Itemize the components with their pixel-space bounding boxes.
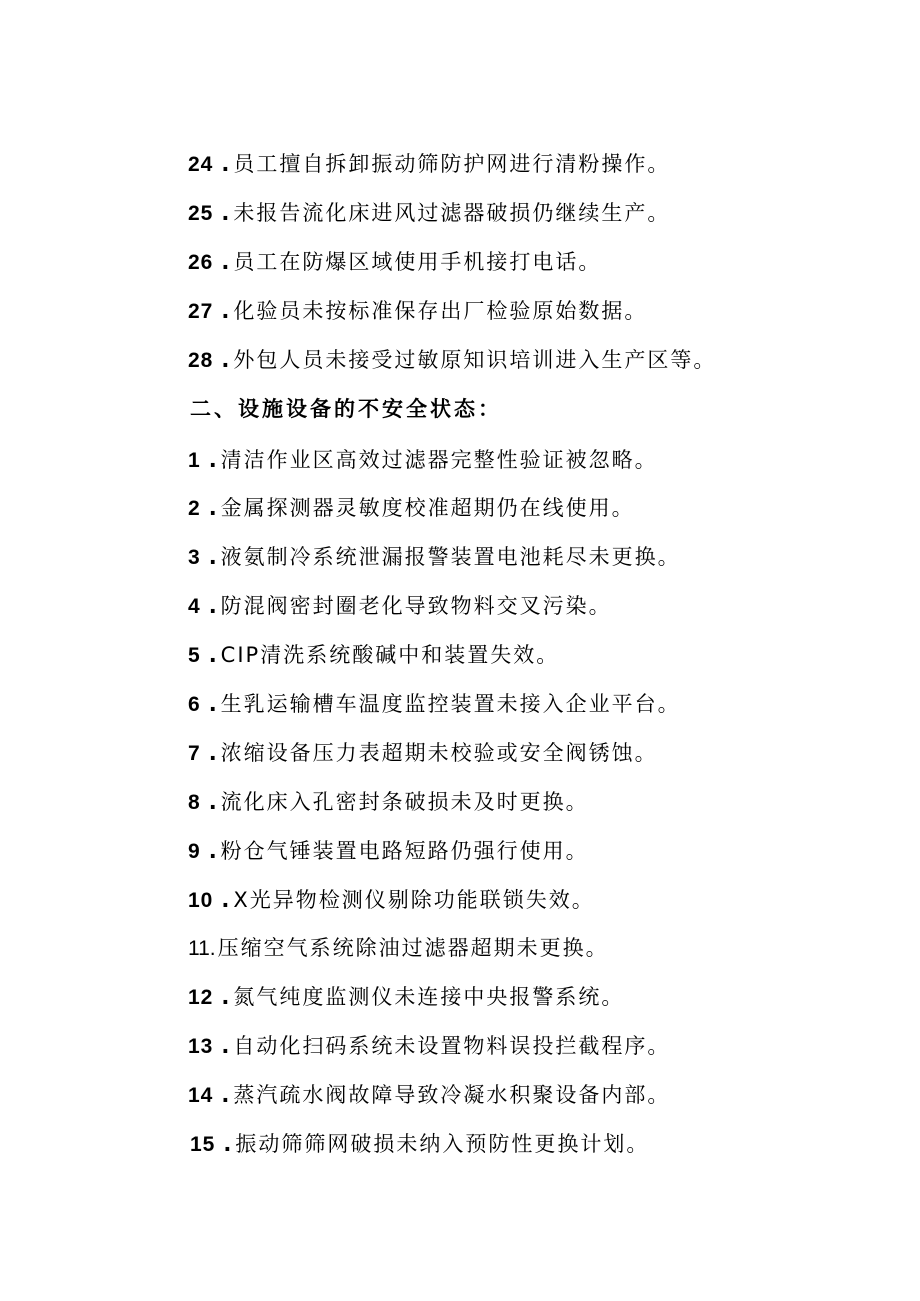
item-text: 粉仓气锤装置电路短路仍强行使用。 bbox=[220, 839, 589, 863]
list-item bbox=[190, 1126, 649, 1162]
list-item bbox=[188, 490, 635, 526]
item-number: 10 bbox=[188, 889, 214, 912]
item-text: 清洁作业区高效过滤器完整性验证被忽略。 bbox=[220, 448, 658, 472]
item-separator: . bbox=[221, 152, 232, 176]
item-number: 14 bbox=[188, 1084, 214, 1107]
item-text: 压缩空气系统除油过滤器超期未更换。 bbox=[217, 936, 609, 960]
item-text: 化验员未按标准保存出厂检验原始数据。 bbox=[233, 299, 648, 323]
item-text: 生乳运输槽车温度监控装置未接入企业平台。 bbox=[220, 692, 681, 716]
item-number: 25 bbox=[188, 202, 214, 225]
item-text: 防混阀密封圈老化导致物料交叉污染。 bbox=[220, 594, 612, 618]
item-separator: . bbox=[208, 790, 219, 814]
list-item bbox=[188, 735, 658, 771]
item-text: 氮气纯度监测仪未连接中央报警系统。 bbox=[233, 985, 625, 1009]
item-separator: . bbox=[221, 348, 232, 372]
list-item bbox=[188, 1028, 670, 1064]
item-number: 5 bbox=[188, 644, 201, 667]
item-number: 1 bbox=[188, 449, 201, 472]
item-separator: . bbox=[208, 594, 219, 618]
item-number: 13 bbox=[188, 1035, 214, 1058]
list-item bbox=[188, 882, 595, 918]
item-text: 蒸汽疏水阀故障导致冷凝水积聚设备内部。 bbox=[233, 1083, 671, 1107]
item-separator: . bbox=[221, 1083, 232, 1107]
list-item bbox=[188, 784, 589, 820]
item-number: 27 bbox=[188, 300, 214, 323]
item-separator: . bbox=[208, 839, 219, 863]
list-item bbox=[188, 442, 658, 478]
item-number: 3 bbox=[188, 546, 201, 569]
item-text: X光异物检测仪剔除功能联锁失效。 bbox=[233, 888, 595, 912]
list-item bbox=[188, 833, 589, 869]
item-text: 振动筛筛网破损未纳入预防性更换计划。 bbox=[235, 1132, 650, 1156]
item-separator: . bbox=[221, 201, 232, 225]
item-number: 26 bbox=[188, 251, 214, 274]
list-item bbox=[188, 342, 716, 378]
item-number: 11. bbox=[188, 937, 216, 960]
list-item bbox=[188, 293, 647, 329]
item-separator: . bbox=[208, 545, 219, 569]
list-item bbox=[188, 588, 612, 624]
item-number: 8 bbox=[188, 791, 201, 814]
item-number: 24 bbox=[188, 153, 214, 176]
item-number: 15 bbox=[190, 1133, 216, 1156]
item-text: CIP清洗系统酸碱中和装置失效。 bbox=[220, 643, 560, 667]
item-separator: . bbox=[208, 643, 219, 667]
list-item bbox=[188, 1077, 670, 1113]
item-separator: . bbox=[221, 299, 232, 323]
item-separator: . bbox=[208, 692, 219, 716]
list-item bbox=[188, 195, 670, 231]
item-number: 4 bbox=[188, 595, 201, 618]
item-text: 员工擅自拆卸振动筛防护网进行清粉操作。 bbox=[233, 152, 671, 176]
list-item bbox=[188, 539, 681, 575]
item-number: 28 bbox=[188, 349, 214, 372]
item-number: 6 bbox=[188, 693, 201, 716]
item-separator: . bbox=[221, 888, 232, 912]
item-number: 2 bbox=[188, 497, 201, 520]
section-heading: 二、设施设备的不安全状态： bbox=[190, 397, 502, 421]
item-text: 自动化扫码系统未设置物料误投拦截程序。 bbox=[233, 1034, 671, 1058]
list-item bbox=[188, 146, 670, 182]
item-text: 金属探测器灵敏度校准超期仍在线使用。 bbox=[220, 496, 635, 520]
item-text: 外包人员未接受过敏原知识培训进入生产区等。 bbox=[233, 348, 717, 372]
item-separator: . bbox=[221, 985, 232, 1009]
list-item bbox=[188, 244, 601, 280]
item-text: 浓缩设备压力表超期未校验或安全阀锈蚀。 bbox=[220, 741, 658, 765]
item-text: 流化床入孔密封条破损未及时更换。 bbox=[220, 790, 589, 814]
item-separator: . bbox=[208, 448, 219, 472]
item-text: 未报告流化床进风过滤器破损仍继续生产。 bbox=[233, 201, 671, 225]
item-separator: . bbox=[208, 496, 219, 520]
item-separator: . bbox=[208, 741, 219, 765]
list-item bbox=[188, 979, 624, 1015]
item-number: 7 bbox=[188, 742, 201, 765]
item-text: 液氨制冷系统泄漏报警装置电池耗尽未更换。 bbox=[220, 545, 681, 569]
item-text: 员工在防爆区域使用手机接打电话。 bbox=[233, 250, 602, 274]
item-separator: . bbox=[221, 250, 232, 274]
list-item bbox=[188, 637, 559, 673]
list-item bbox=[188, 686, 681, 722]
item-number: 12 bbox=[188, 986, 214, 1009]
item-number: 9 bbox=[188, 840, 201, 863]
list-item bbox=[188, 930, 609, 966]
item-separator: . bbox=[221, 1034, 232, 1058]
item-separator: . bbox=[223, 1132, 234, 1156]
